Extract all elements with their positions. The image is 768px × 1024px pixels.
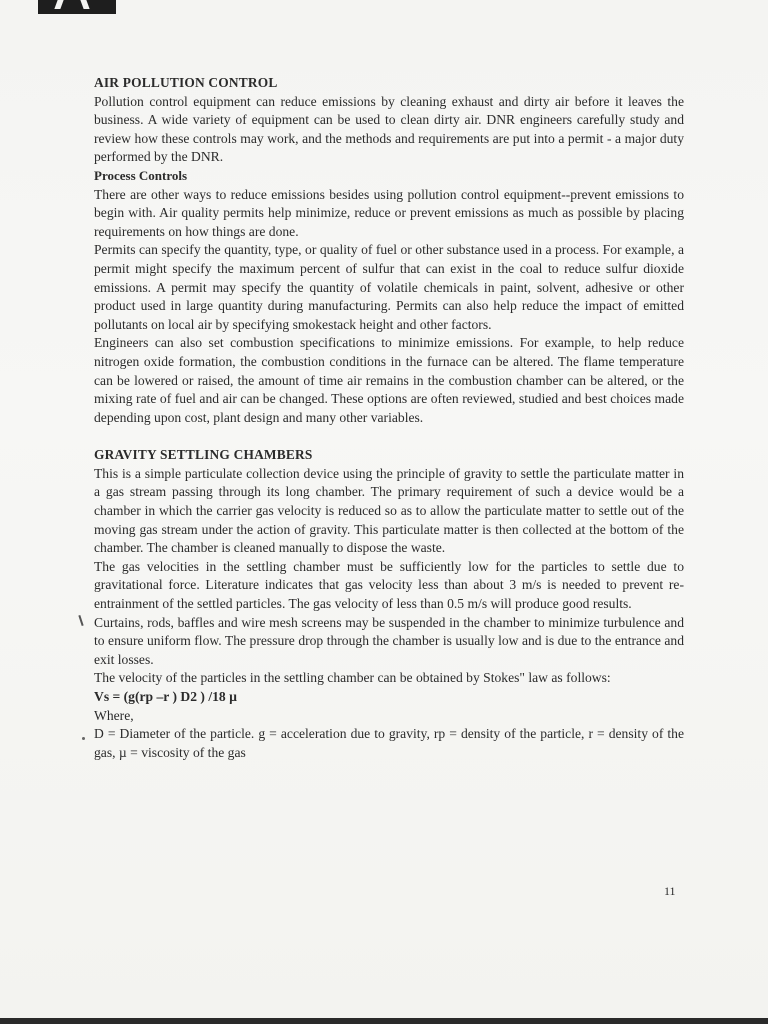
paragraph-pollution-control-equipment: Pollution control equipment can reduce emissions by cleaning exhaust and dirty air before it leaves the business. A wide variety of equipment can be used to clean dirty air. DNR engineers carefully study and review how these controls may work, and the methods and requirements are put into a permit - a major duty performed by the DNR. [94,93,684,165]
paragraph-stokes-law: The velocity of the particles in the settling chamber can be obtained by Stokes" law as follows: [94,670,611,686]
where-label: Where, [94,707,134,723]
paragraph-other-ways: There are other ways to reduce emissions besides using pollution control equipment--prevent emissions to begin with. Air quality permits help minimize, reduce or prevent emissions as much as possible by placing requirements on how things are done. [94,186,684,239]
stokes-formula: Vs = (g(rp –r ) D2 ) /18 µ [94,689,237,704]
scan-bottom-edge [0,1018,768,1024]
section-heading-gravity-settling-chambers: GRAVITY SETTLING CHAMBERS [94,447,313,463]
paragraph-simple-device: This is a simple particulate collection device using the principle of gravity to settle the particulate matter in a gas stream passing through its long chamber. The primary requirement of such a device would be a chamber in which the carrier gas velocity is reduced so as to allow the particulate matter to settle out of the moving gas stream under the action of gravity. This particulate matter is then collected at the bottom of the chamber. The chamber is cleaned manually to dispose the waste. [94,465,684,556]
margin-dot-mark [82,737,85,740]
paragraph-gas-velocities: The gas velocities in the settling chamber must be sufficiently low for the particles to settle due to gravitational force. Literature indicates that gas velocity less than about 3 m/s is needed to prevent re-entrainment of the settled particles. The gas velocity of less than 0.5 m/s will produce good results. [94,558,684,612]
section-heading-air-pollution-control: AIR POLLUTION CONTROL [94,75,278,90]
page-number: 11 [664,884,676,898]
scan-binding-mark [38,0,116,14]
paragraph-combustion-specifications: Engineers can also set combustion specifications to minimize emissions. For example, to help reduce nitrogen oxide formation, the combustion conditions in the furnace can be altered. The flame temperature can be lowered or raised, the amount of time air remains in the combustion chamber can be altered, or the mixing rate of fuel and air can be changed. These options are often reviewed, studied and best choices made depending upon cost, plant design and many other variables. [94,335,684,425]
subheading-process-controls: Process Controls [94,167,188,183]
section-spacer [94,427,684,446]
page-body [94,74,684,762]
variable-definitions: D = Diameter of the particle. g = acceleration due to gravity, rp = density of the particle, r = density of the gas, µ = viscosity of the gas [94,726,684,760]
paragraph-permits-specify: Permits can specify the quantity, type, or quality of fuel or other substance used in a process. For example, a permit might specify the maximum percent of sulfur that can exist in the coal to reduce sulfur dioxide emissions. A permit may specify the quantity of volatile chemicals in paint, solvent, adhesive or other product used in large quantity during manufacturing. Permits can also help reduce the impact of emitted pollutants on local air by specifying smokestack height and other factors. [94,242,684,332]
paragraph-curtains-rods: Curtains, rods, baffles and wire mesh screens may be suspended in the chamber to minimize turbulence and to ensure uniform flow. The pressure drop through the chamber is usually low and is due to the entrance and exit losses. [94,614,684,667]
margin-pen-mark [78,615,83,626]
